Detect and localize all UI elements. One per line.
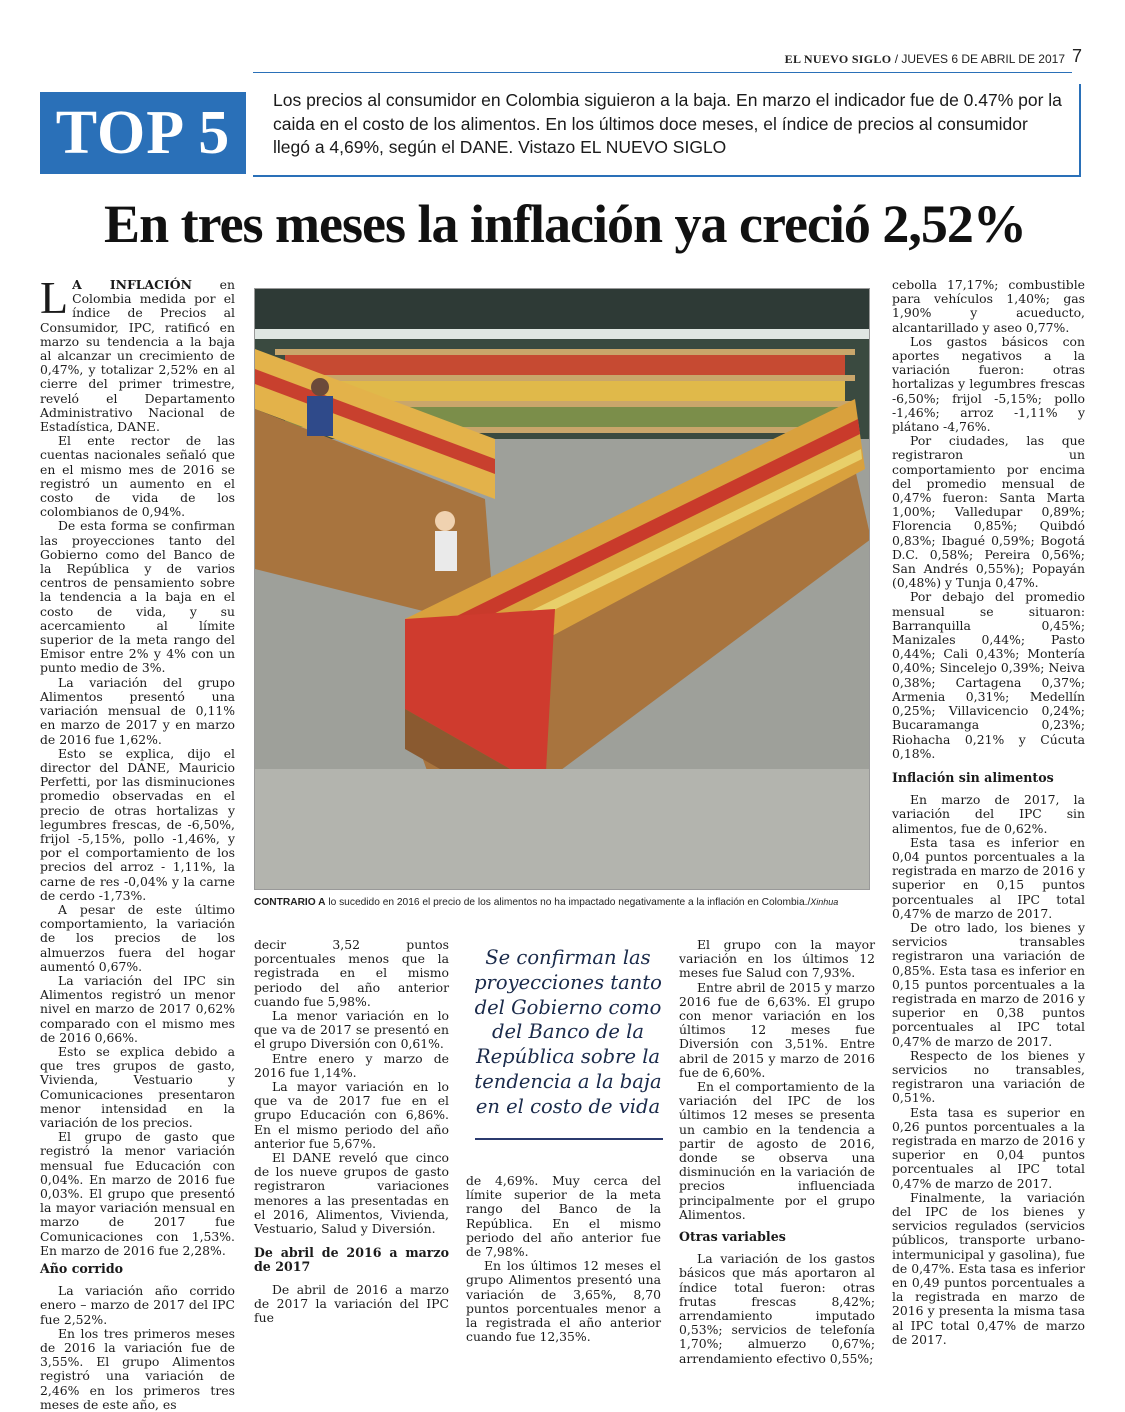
intro-summary: Los precios al consumidor en Colombia siguieron a la baja. En marzo el indicador fue de 0.47% por la caida en el costo de los alimentos. En los últimos doce meses, el índice de precios al consumidor llegó a 4,69%, según el DANE. Vistazo EL NUEVO SIGLO bbox=[273, 90, 1062, 157]
article-column-1 bbox=[40, 272, 235, 1412]
photo-caption bbox=[254, 896, 870, 910]
paragraph: La variación del IPC sin Alimentos registró un menor nivel en marzo de 2017 0,62% comparado con el mismo mes de 2016 0,66%. bbox=[40, 972, 235, 1045]
caption-lead: CONTRARIO A bbox=[254, 897, 326, 908]
masthead bbox=[785, 52, 1065, 67]
paragraph: cebolla 17,17%; combustible para vehículos 1,40%; gas 1,90% y acueducto, alcantarillado y aseo 0,77%. bbox=[892, 277, 1085, 335]
paragraph: Esta tasa es superior en 0,26 puntos porcentuales a la registrada en marzo de 2016 y superior en 0,04 puntos porcentuales al IPC total 0,47% de marzo de 2017. bbox=[892, 1104, 1085, 1191]
article-column-2 bbox=[254, 938, 449, 1325]
paragraph: En el comportamiento de la variación del IPC de los últimos 12 meses se presenta un cambio en la tendencia a partir de agosto de 2016, donde se observa una disminución en la variación de precios influenciada principalmente por el grupo Alimentos. bbox=[679, 1079, 875, 1222]
paragraph: Por ciudades, las que registraron un comportamiento por encima del promedio mensual de 0,47% fueron: Santa Marta 1,00%; Valledupar 0,89%; Florencia 0,85%; Quibdó 0,83%; Ibagué 0,59%; Bogotá D.C. 0,58%; Pereira 0,56%; San Andrés 0,55%); Popayán (0,48%) y Tunja 0,47%. bbox=[892, 433, 1085, 591]
paragraph: El DANE reveló que cinco de los nueve grupos de gasto registraron variaciones menores a las presentadas en el 2016, Alimentos, Vivienda, Vestuario, Salud y Diversión. bbox=[254, 1150, 449, 1237]
paragraph: La variación año corrido enero – marzo de 2017 del IPC fue 2,52%. bbox=[40, 1283, 235, 1327]
pull-quote: Se confirman las proyecciones tanto del Gobierno como del Banco de la República sobre la tendencia a la baja en el costo de vida bbox=[474, 946, 662, 1118]
paragraph: Entre enero y marzo de 2016 fue 1,14%. bbox=[254, 1050, 449, 1080]
paragraph: decir 3,52 puntos porcentuales menos que la registrada en el mismo periodo del año anterior cuando fue 5,98%. bbox=[254, 937, 449, 1009]
photo-credit: Xinhua bbox=[810, 897, 839, 907]
subhead-abril: De abril de 2016 a marzo de 2017 bbox=[254, 1245, 449, 1275]
headline: En tres meses la inflación ya creció 2,52% bbox=[104, 194, 1026, 254]
paragraph: En los últimos 12 meses el grupo Alimentos presentó una variación de 3,65%, 8,70 puntos porcentuales menor a la registrada el año anterior cuando fue 12,35%. bbox=[466, 1258, 661, 1345]
paragraph: A pesar de este último comportamiento, la variación de los precios de los almuerzos fuera del hogar aumentó 0,67%. bbox=[40, 901, 235, 974]
article-column-3 bbox=[466, 1174, 661, 1344]
paragraph: La mayor variación en lo que va de 2017 fue en el grupo Educación con 6,86%. En el mismo periodo del año anterior fue 5,67%. bbox=[254, 1079, 449, 1151]
article-column-4 bbox=[679, 938, 875, 1366]
paragraph: Esto se explica debido a que tres grupos de gasto, Vivienda, Vestuario y Comunicaciones presentaron menor intensidad en la variación de los precios. bbox=[40, 1043, 235, 1130]
paragraph: De esta forma se confirman las proyecciones tanto del Gobierno como del Banco de la República y de varios centros de pensamiento sobre la tendencia a la baja en el costo de vida, y su acercamiento al límite superior de la meta rango del Emisor entre 2% y 4% con un punto medio de 3%. bbox=[40, 518, 235, 676]
paragraph: Por debajo del promedio mensual se situaron: Barranquilla 0,45%; Manizales 0,44%; Pasto 0,44%; Cali 0,43%; Montería 0,40%; Sincelejo 0,39%; Neiva 0,38%; Cartagena 0,37%; Armenia 0,31%; Medellín 0,25%; Villavicencio 0,24%; Bucaramanga 0,23%; Riohacha 0,21% y Cúcuta 0,18%. bbox=[892, 589, 1085, 761]
top-rule bbox=[253, 72, 1072, 73]
paragraph: De abril de 2016 a marzo de 2017 la variación del IPC fue bbox=[254, 1281, 449, 1326]
paragraph: El grupo de gasto que registró la menor variación mensual fue Educación con 0,04%. En marzo de 2016 fue 0,03%. El grupo que presentó la mayor variación mensual en marzo de 2017 fue Comunicaciones con 1,53%. En marzo de 2016 fue 2,28%. bbox=[40, 1129, 235, 1258]
paragraph: La variación del grupo Alimentos presentó una variación mensual de 0,11% en marzo de 2017 y en marzo de 2016 fue 1,62%. bbox=[40, 674, 235, 747]
caption-text: lo sucedido en 2016 el precio de los alimentos no ha impactado negativamente a la inflación en Colombia./ bbox=[325, 897, 811, 908]
paragraph: Finalmente, la variación del IPC de los bienes y servicios regulados (servicios públicos, transporte urbano-intermunicipal y gasolina), fue de 0,47%. Esta tasa es inferior en 0,49 puntos porcentuales a la registrada en marzo de 2016 y presenta la misma tasa al IPC total 0,47% de marzo de 2017. bbox=[892, 1189, 1085, 1347]
lead-paragraph: L A INFLACIÓN en Colombia medida por el índice de Precios al Consumidor, IPC, ratificó en marzo su tendencia a la baja al alcanzar un crecimiento de 0,47%, y totalizar 2,52% en al cierre del primer trimestre, reveló el Departamento Administrativo Nacional de Estadística, DANE. bbox=[40, 272, 235, 435]
paragraph: de 4,69%. Muy cerca del límite superior de la meta rango del Banco de la República. En el mismo periodo del año anterior fue de 7,98%. bbox=[466, 1173, 661, 1260]
paragraph: La variación de los gastos básicos que más aportaron al índice total fueron: otras frutas frescas 8,42%; arrendamiento imputado 0,53%; servicios de telefonía 1,70%; almuerzo 0,67%; arrendamiento efectivo 0,55%; bbox=[679, 1251, 875, 1366]
subhead-sin-alimentos: Inflación sin alimentos bbox=[892, 769, 1054, 785]
section-badge: TOP 5 bbox=[40, 92, 246, 174]
paragraph: En los tres primeros meses de 2016 la variación fue de 3,55%. El grupo Alimentos registró una variación de 2,46% en los primeros tres meses de este año, es bbox=[40, 1325, 235, 1412]
paragraph: Esta tasa es inferior en 0,04 puntos porcentuales a la registrada en marzo de 2016 y superior en 0,15 puntos porcentuales al IPC total 0,47% de marzo de 2017. bbox=[892, 834, 1085, 921]
paragraph: De otro lado, los bienes y servicios transables registraron una variación de 0,85%. Esta tasa es inferior en 0,15 puntos porcentuales a la registrada en marzo de 2016 y superior en 0,38 puntos porcentuales al IPC total 0,47% de marzo de 2017. bbox=[892, 919, 1086, 1049]
paragraph: En marzo de 2017, la variación del IPC sin alimentos, fue de 0,62%. bbox=[892, 792, 1085, 836]
subhead-otras-variables: Otras variables bbox=[679, 1229, 786, 1245]
subhead-ano-corrido: Año corrido bbox=[40, 1261, 124, 1277]
masthead-date: / JUEVES 6 DE ABRIL DE 2017 bbox=[894, 52, 1065, 66]
paragraph: Los gastos básicos con aportes negativos a la variación fueron: otras hortalizas y legumbres frescas -6,50%; frijol -5,15%; pollo -1,46%; arroz -1,11% y plátano -4,76%. bbox=[892, 333, 1085, 435]
paragraph: El grupo con la mayor variación en los últimos 12 meses fue Salud con 7,93%. bbox=[679, 937, 875, 981]
page-number: 7 bbox=[1072, 46, 1083, 66]
masthead-paper: EL NUEVO SIGLO bbox=[784, 52, 892, 66]
paragraph: La menor variación en lo que va de 2017 se presentó en el grupo Diversión con 0,61%. bbox=[254, 1008, 449, 1052]
supermarket-photo bbox=[254, 288, 870, 890]
paragraph: El ente rector de las cuentas nacionales señaló que en el mismo mes de 2016 se registró un aumento en el costo de vida de los colombianos de 0,94%. bbox=[40, 433, 235, 520]
drop-cap: L bbox=[40, 272, 69, 323]
paragraph: Esto se explica, dijo el director del DANE, Mauricio Perfetti, por las disminuciones promedio observadas en el precio de otras hortalizas y legumbres frescas, de -6,50%, frijol -5,15%, pollo -1,46%, y por el comportamiento de los precios del arroz - 1,11%, la carne de res -0,04% y la carne de cerdo -1,73%. bbox=[40, 745, 235, 903]
paragraph: Entre abril de 2015 y marzo 2016 fue de 6,63%. El grupo con menor variación en los últimos 12 meses fue Diversión con 3,51%. Entre abril de 2015 y marzo de 2016 fue de 6,60%. bbox=[679, 979, 875, 1080]
lead-in: A INFLACIÓN bbox=[72, 277, 192, 292]
article-column-5 bbox=[892, 278, 1085, 1347]
paragraph: Respecto de los bienes y servicios no transables, registraron una variación de 0,51%. bbox=[892, 1047, 1085, 1106]
pull-quote-rule bbox=[475, 1138, 663, 1140]
supermarket-illustration bbox=[255, 289, 870, 890]
